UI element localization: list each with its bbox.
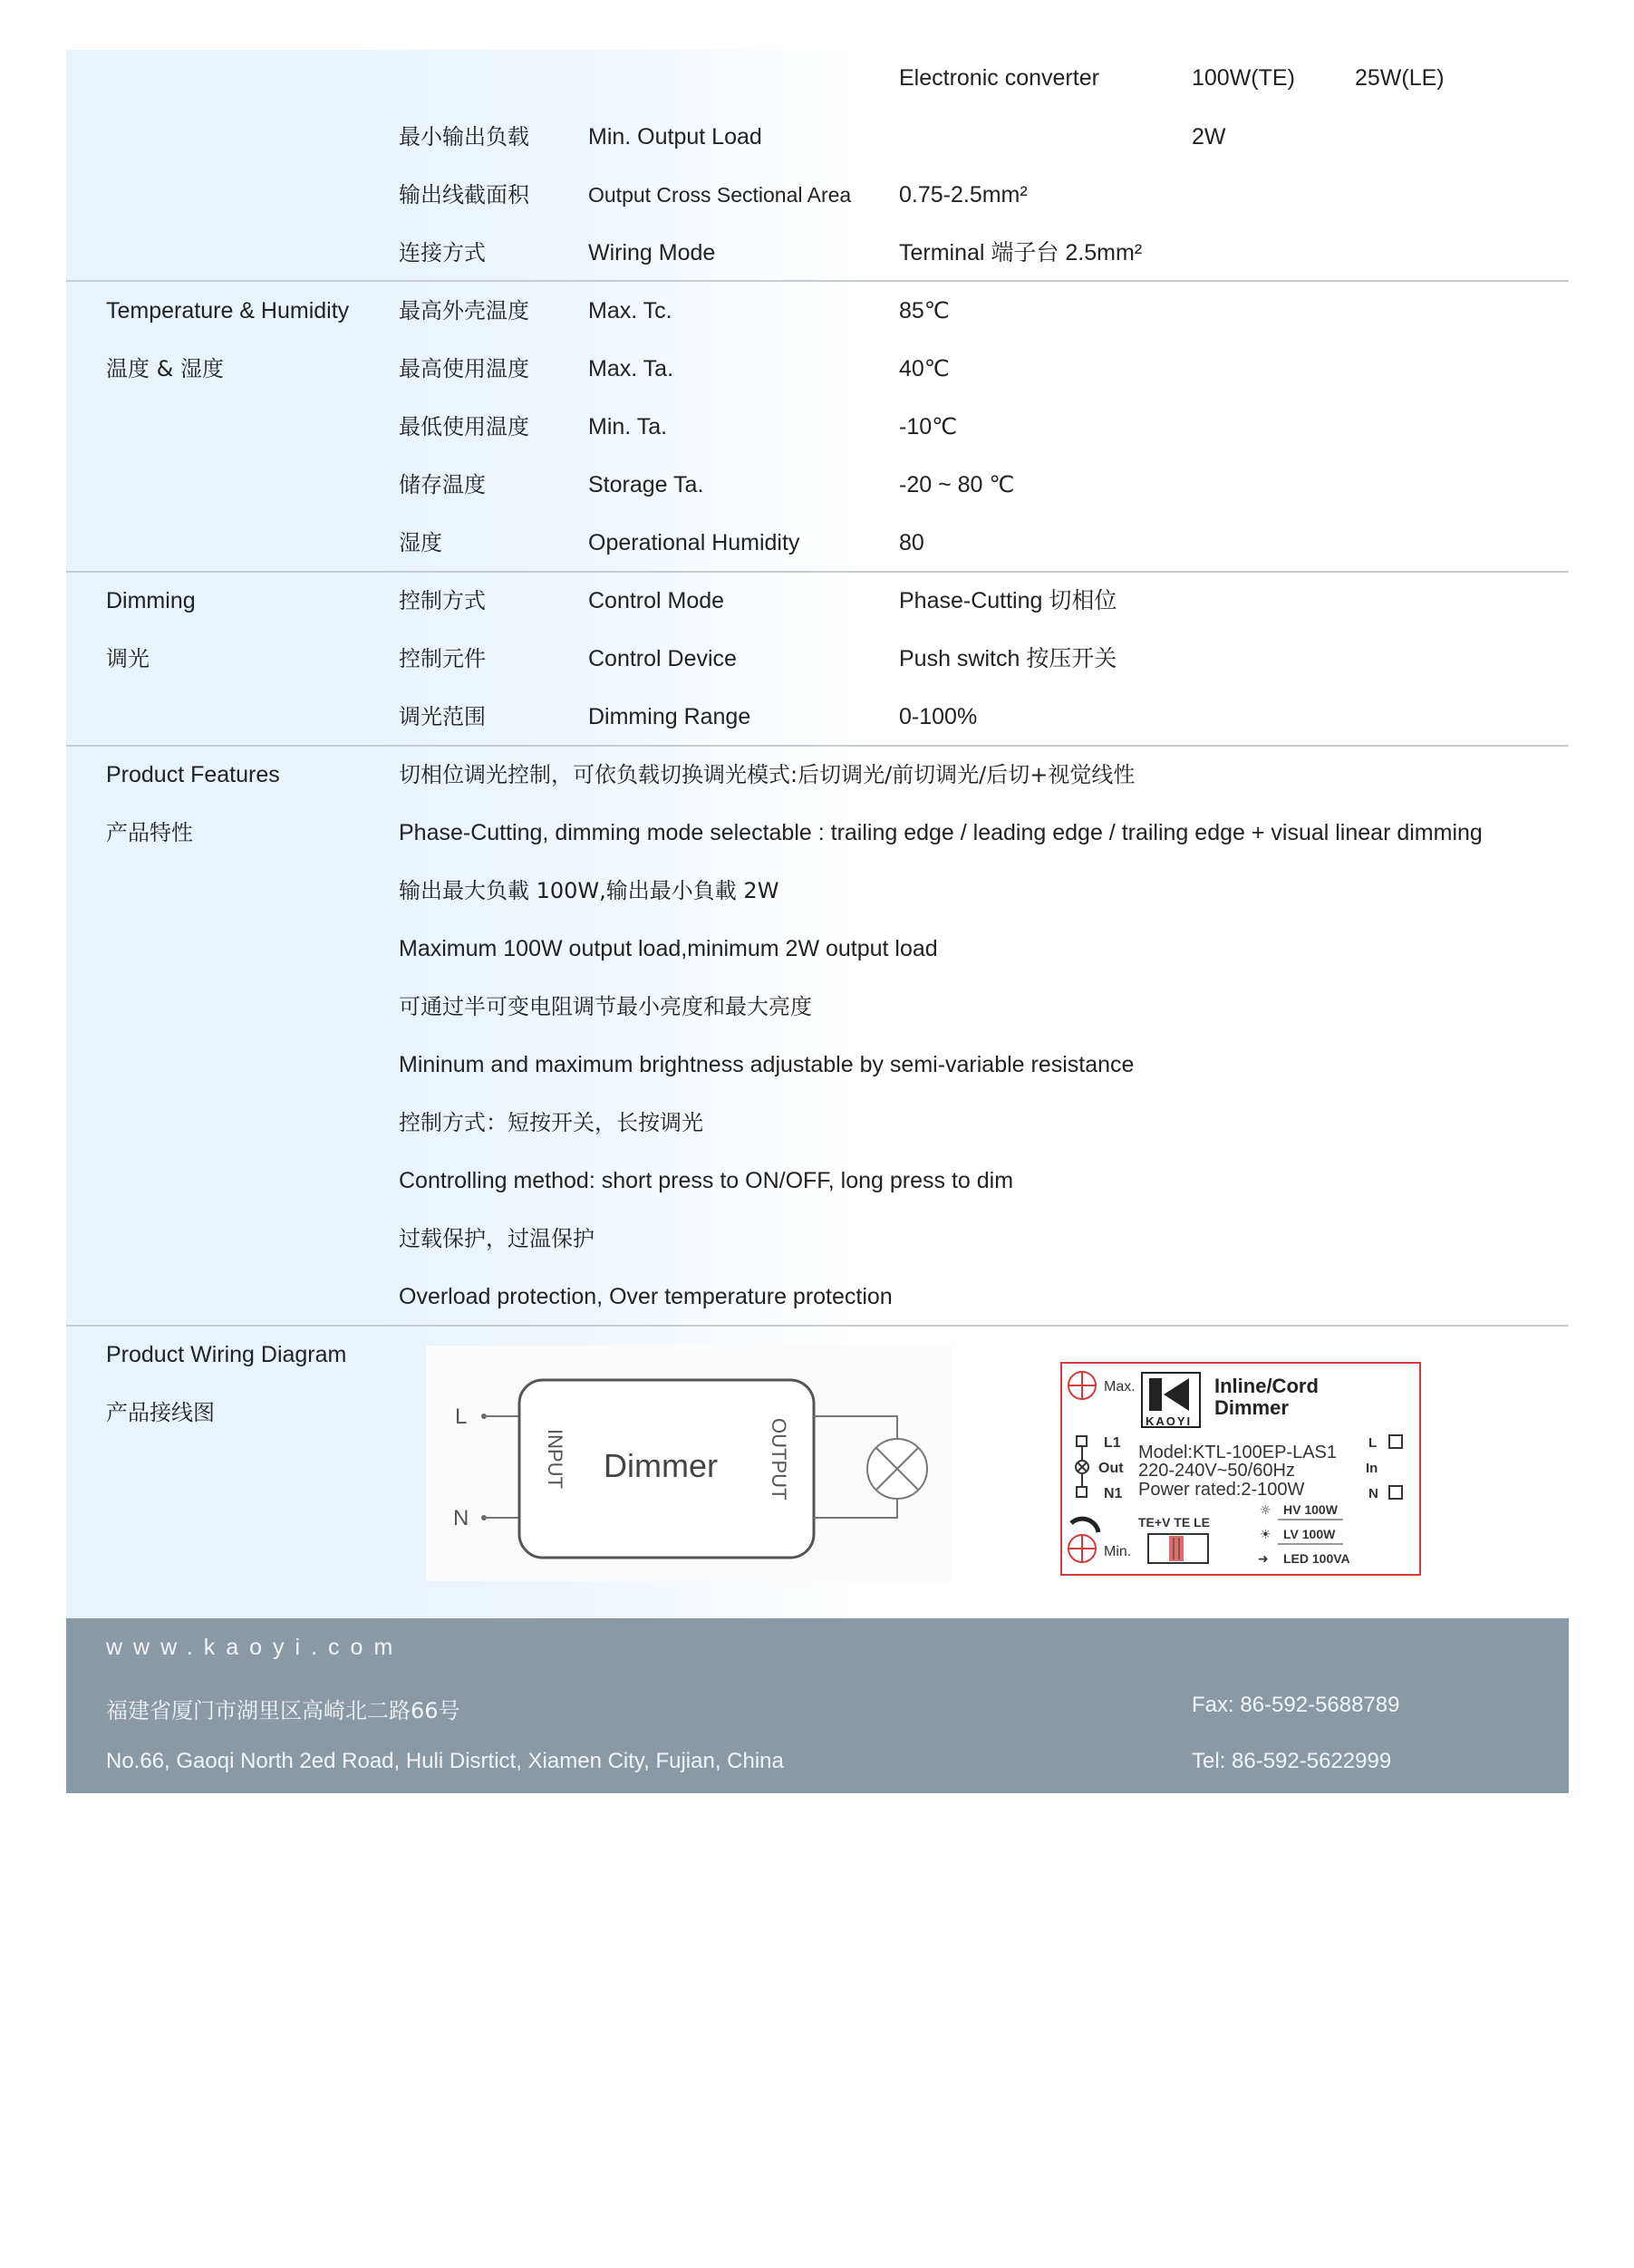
input-label: INPUT bbox=[544, 1429, 566, 1489]
min-output-en: Min. Output Load bbox=[588, 124, 762, 150]
temp-item-en: Max. Tc. bbox=[588, 298, 672, 323]
footer-address-zh: 福建省厦门市湖里区高崎北二路66号 bbox=[106, 1698, 460, 1723]
hv-rating: HV 100W bbox=[1283, 1502, 1338, 1517]
temp-item-value: -10℃ bbox=[899, 414, 958, 439]
feature-line: Phase-Cutting, dimming mode selectable : trailing edge / leading edge / trailing edge + visual linear dimming bbox=[399, 820, 1483, 845]
mode-switch-slider bbox=[1169, 1536, 1184, 1561]
model-text: Model:KTL-100EP-LAS1 bbox=[1138, 1443, 1338, 1462]
dimming-item-value: Phase-Cutting 切相位 bbox=[899, 588, 1117, 613]
temperature-title-en: Temperature & Humidity bbox=[106, 298, 350, 323]
temp-item-zh: 最高外壳温度 bbox=[399, 298, 529, 323]
temp-item-zh: 最低使用温度 bbox=[399, 414, 529, 439]
dimming-item-en: Control Device bbox=[588, 646, 737, 671]
terminal-square-icon bbox=[1077, 1436, 1087, 1446]
features-title-en: Product Features bbox=[106, 762, 280, 787]
cross-section-en: Output Cross Sectional Area bbox=[588, 183, 852, 207]
temp-item-zh: 储存温度 bbox=[399, 472, 486, 497]
max-label: Max. bbox=[1104, 1379, 1136, 1395]
dimmer-box-label: Dimmer bbox=[604, 1447, 718, 1484]
temp-item-en: Min. Ta. bbox=[588, 414, 668, 439]
product-label bbox=[1060, 1362, 1421, 1576]
led-rating: LED 100VA bbox=[1283, 1551, 1350, 1566]
power-text: Power rated:2-100W bbox=[1138, 1480, 1305, 1500]
terminal-square-icon bbox=[1389, 1435, 1402, 1448]
divider bbox=[66, 1325, 1569, 1327]
wiring-title-en: Product Wiring Diagram bbox=[106, 1342, 347, 1367]
line-n-label: N bbox=[453, 1506, 469, 1530]
right-n-label: N bbox=[1368, 1486, 1378, 1501]
dimming-item-en: Control Mode bbox=[588, 588, 725, 613]
feature-line: Maximum 100W output load,minimum 2W output load bbox=[399, 936, 938, 961]
wiring-diagram bbox=[426, 1346, 952, 1581]
min-label: Min. bbox=[1104, 1544, 1132, 1559]
converter-te-value: 100W(TE) bbox=[1192, 65, 1295, 91]
dimming-item-zh: 控制元件 bbox=[399, 646, 486, 671]
temperature-title-zh: 温度 & 湿度 bbox=[106, 356, 224, 381]
dimming-title-en: Dimming bbox=[106, 588, 196, 613]
footer-fax: Fax: 86-592-5688789 bbox=[1192, 1693, 1400, 1717]
dimming-item-zh: 调光范围 bbox=[399, 704, 486, 729]
converter-label: Electronic converter bbox=[899, 65, 1099, 91]
lv-rating: LV 100W bbox=[1283, 1527, 1336, 1541]
terminal-square-icon bbox=[1077, 1487, 1087, 1497]
wiring-title-zh: 产品接线图 bbox=[106, 1400, 215, 1425]
footer bbox=[66, 1618, 1569, 1793]
feature-line: 可通过半可变电阻调节最小亮度和最大亮度 bbox=[399, 994, 812, 1019]
min-output-value: 2W bbox=[1192, 124, 1226, 150]
line-l-label: L bbox=[455, 1404, 468, 1429]
feature-line: 输出最大负載 100W,输出最小負載 2W bbox=[399, 878, 779, 903]
min-output-zh: 最小输出负载 bbox=[399, 124, 529, 150]
wiring-mode-en: Wiring Mode bbox=[588, 240, 716, 265]
temp-item-en: Max. Ta. bbox=[588, 356, 674, 381]
dimming-item-en: Dimming Range bbox=[588, 704, 751, 729]
footer-address-en: No.66, Gaoqi North 2ed Road, Huli Disrtict, Xiamen City, Fujian, China bbox=[106, 1749, 784, 1773]
wiring-mode-value: Terminal 端子台 2.5mm² bbox=[899, 240, 1143, 265]
dimming-title-zh: 调光 bbox=[106, 646, 150, 671]
feature-line: 控制方式：短按开关，长按调光 bbox=[399, 1110, 703, 1135]
feature-line: Overload protection, Over temperature protection bbox=[399, 1284, 893, 1309]
temp-item-value: 85℃ bbox=[899, 298, 950, 323]
logo-bar bbox=[1149, 1378, 1162, 1411]
wiring-mode-zh: 连接方式 bbox=[399, 240, 486, 265]
terminal-square-icon bbox=[1389, 1486, 1402, 1499]
divider bbox=[66, 280, 1569, 282]
halogen-icon: ☀ bbox=[1260, 1528, 1271, 1542]
converter-le-value: 25W(LE) bbox=[1355, 65, 1445, 91]
cross-section-zh: 输出线截面积 bbox=[399, 182, 529, 207]
terminal-n1-label: N1 bbox=[1104, 1486, 1123, 1501]
mode-labels: TE+V TE LE bbox=[1138, 1515, 1210, 1530]
temp-item-en: Operational Humidity bbox=[588, 530, 800, 555]
output-label: OUTPUT bbox=[768, 1418, 790, 1501]
dimming-item-zh: 控制方式 bbox=[399, 588, 486, 613]
right-l-label: L bbox=[1368, 1435, 1378, 1451]
terminal-out-label: Out bbox=[1098, 1461, 1124, 1476]
terminal-l1-label: L1 bbox=[1104, 1435, 1121, 1451]
divider bbox=[66, 745, 1569, 747]
feature-line: Controlling method: short press to ON/OFF, long press to dim bbox=[399, 1168, 1014, 1193]
temp-item-zh: 最高使用温度 bbox=[399, 356, 529, 381]
temp-item-value: -20 ~ 80 ℃ bbox=[899, 472, 1015, 497]
temp-item-en: Storage Ta. bbox=[588, 472, 704, 497]
temp-item-value: 80 bbox=[899, 530, 924, 555]
dimming-item-value: 0-100% bbox=[899, 704, 978, 729]
voltage-text: 220-240V~50/60Hz bbox=[1138, 1461, 1295, 1481]
feature-line: 过载保护，过温保护 bbox=[399, 1226, 595, 1251]
footer-website[interactable]: www.kaoyi.com bbox=[106, 1635, 404, 1660]
bulb-icon: ☼ bbox=[1260, 1503, 1271, 1518]
min-arc-icon bbox=[1071, 1519, 1098, 1532]
dimming-item-value: Push switch 按压开关 bbox=[899, 646, 1117, 671]
feature-line: 切相位调光控制，可依负载切换调光模式:后切调光/前切调光/后切+视觉线性 bbox=[399, 762, 1136, 787]
features-title-zh: 产品特性 bbox=[106, 820, 193, 845]
feature-line: Mininum and maximum brightness adjustable by semi-variable resistance bbox=[399, 1052, 1135, 1077]
product-label-graphic bbox=[1062, 1364, 1419, 1574]
logo-brand-text: KAOYI bbox=[1146, 1414, 1193, 1428]
divider bbox=[66, 571, 1569, 573]
cross-section-value: 0.75-2.5mm² bbox=[899, 182, 1028, 207]
footer-tel: Tel: 86-592-5622999 bbox=[1192, 1749, 1392, 1773]
label-title-line2: Dimmer bbox=[1214, 1396, 1289, 1419]
temp-item-zh: 湿度 bbox=[399, 530, 442, 555]
right-in-label: In bbox=[1366, 1461, 1378, 1476]
temp-item-value: 40℃ bbox=[899, 356, 950, 381]
label-title-line1: Inline/Cord bbox=[1214, 1375, 1319, 1397]
led-icon: ➜ bbox=[1258, 1552, 1269, 1567]
